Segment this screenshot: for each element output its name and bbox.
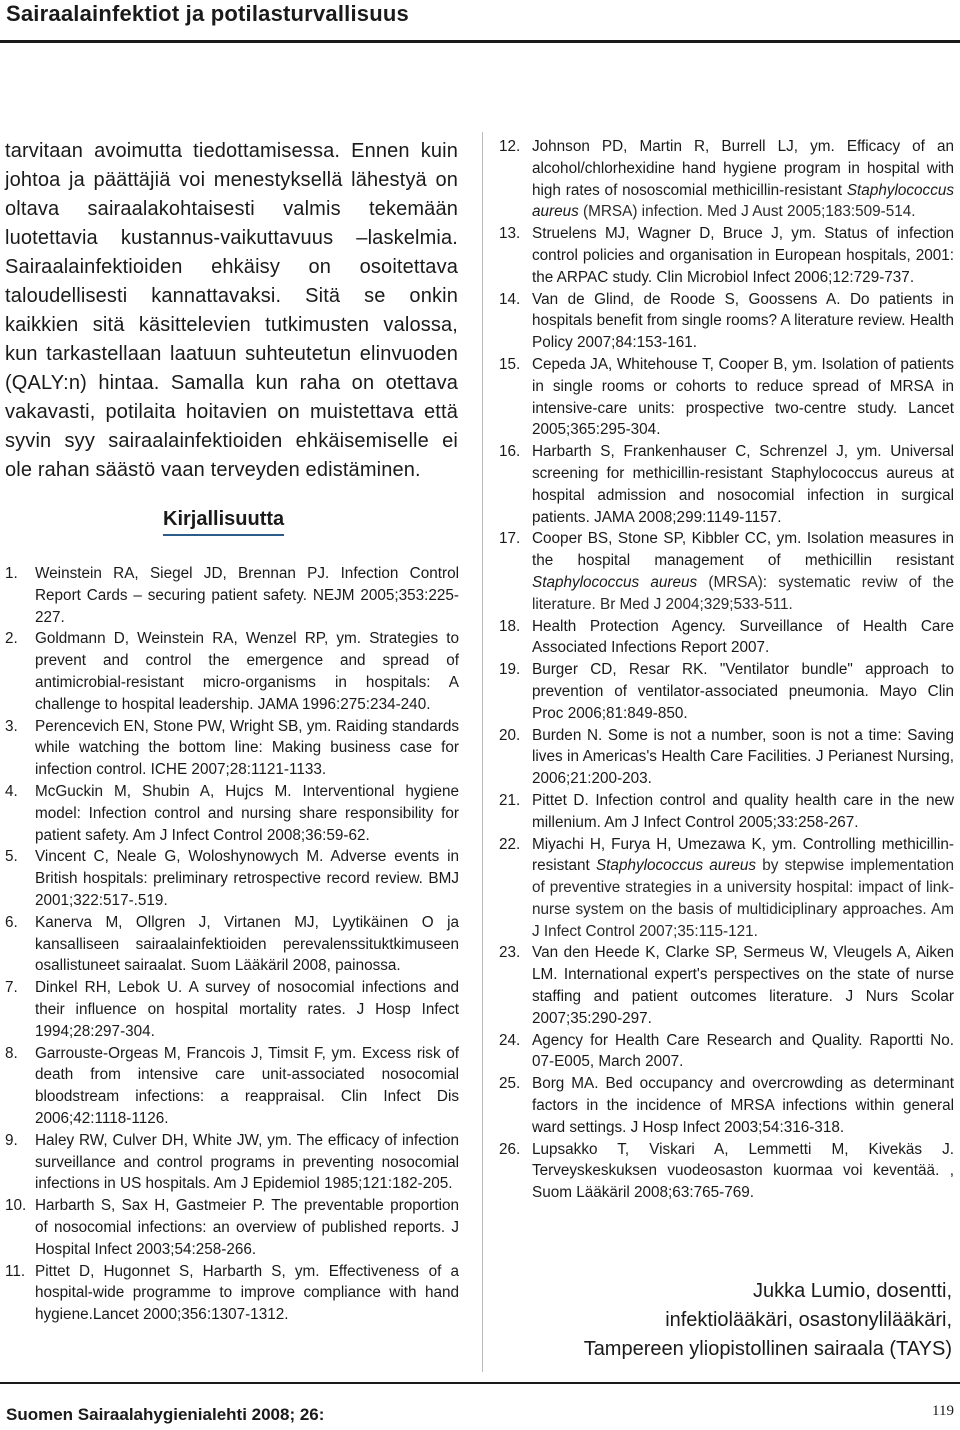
reference-number: 24. [499, 1031, 521, 1049]
reference-number: 9. [5, 1131, 18, 1149]
reference-number: 1. [5, 565, 18, 582]
reference-text [532, 443, 954, 525]
reference-item [5, 1043, 459, 1130]
reference-text [35, 1132, 459, 1193]
reference-text [532, 1075, 954, 1136]
reference-body: ja kansalliseen sairaalainfektioiden perevalenssituktkimuseen osallistuneet sairaalat. Suom Lääkäril 2008, painossa. [35, 913, 459, 975]
reference-text [532, 836, 954, 940]
reference-item [5, 846, 459, 911]
reference-body: A survey of nosocomial infections and their influence on hospital mortality rates. J Hosp Infect 1994;28:297-304. [35, 979, 459, 1040]
reference-number: 17. [499, 530, 521, 548]
reference-italic: Staphylococcus aureus [595, 857, 757, 875]
reference-number: 16. [499, 443, 521, 461]
reference-number: 11. [5, 1262, 26, 1280]
reference-body: Infection Control Report Cards – securing patient safety. NEJM 2005;353:225-227. [35, 565, 459, 626]
reference-text [532, 138, 954, 220]
reference-number: 7. [5, 979, 18, 997]
header-rule [0, 40, 960, 43]
reference-item [499, 223, 954, 288]
reference-list-left [5, 563, 459, 1326]
reference-text [532, 291, 954, 352]
reference-body: Effectiveness of a hospital-wide programme to improve compliance with hand hygiene.Lancet 2000;356:1307-1312. [35, 1262, 460, 1324]
page-number: 119 [932, 1403, 954, 1419]
reference-body: Bed occupancy and overcrowding as determinant factors in the incidence of MRSA infections within general ward settings. J Hosp Infect 2003;54:316-318. [532, 1075, 955, 1136]
reference-body: Surveillance of Health Care Associated Infections Report 2007. [532, 617, 954, 657]
reference-authors: Perencevich EN, Stone PW, Wright SB, ym. [35, 717, 332, 735]
reference-text [35, 914, 459, 975]
reference-number: 6. [5, 913, 18, 931]
reference-body: Efficacy of an alcohol/chlorhexidine hand hygiene program in hospital with high rates of nososcomial methicillin-resistant [532, 138, 954, 199]
reference-italic: Staphylococcus aureus [532, 181, 954, 221]
reference-authors: Goldmann D, Weinstein RA, Wenzel RP, ym. [35, 630, 362, 648]
reference-item [499, 441, 954, 528]
page-header-title: Sairaalainfektiot ja potilasturvallisuus [6, 1, 409, 26]
reference-body: International expert's perspectives on the state of nurse staffing and patient outcomes literature. J Nurs Scolar 2007;35:290-297. [532, 966, 954, 1027]
reference-number: 25. [499, 1075, 521, 1093]
reference-authors: Agency for Health Care Research and Quality. [532, 1031, 863, 1049]
reference-authors: Garrouste-Orgeas M, Francois J, Timsit F, ym. [35, 1044, 357, 1062]
reference-italic: Staphylococcus aureus [532, 573, 698, 591]
reference-text [35, 630, 459, 712]
reference-item [499, 1139, 954, 1204]
reference-authors: Cepeda JA, Whitehouse T, Cooper B, ym. [532, 355, 817, 373]
reference-authors: Struelens MJ, Wagner D, Bruce J, ym. [532, 225, 816, 243]
reference-item [5, 912, 459, 977]
reference-authors: Van de Glind, de Roode S, Goossens A. [532, 290, 841, 308]
reference-number: 15. [499, 355, 521, 373]
reference-body: Controlling methicillin-resistant [532, 835, 954, 875]
reference-item [499, 1073, 954, 1138]
reference-authors: Health Protection Agency. [532, 617, 726, 635]
reference-body: Terveyskeskuksen vuodeosaston kuormaa voi keventää. , Suom Lääkäril 2008;63:765-769. [532, 1162, 954, 1202]
reference-body: Excess risk of death from intensive care unit-associated nosocomial bloodstream infections: a reappraisal. Clin Infect Dis 2006;42:1118-1126. [35, 1044, 460, 1127]
reference-item [5, 1261, 459, 1326]
author-line: infektiolääkäri, osastonylilääkäri, [665, 1309, 952, 1331]
reference-number: 20. [499, 726, 521, 744]
reference-item [499, 659, 954, 724]
reference-item [499, 834, 954, 943]
reference-number: 3. [5, 717, 18, 735]
reference-body: Raiding standards while watching the bottom line: Making business case for infection control. ICHE 2007;28:1121-1133. [35, 717, 460, 779]
reference-text [35, 979, 459, 1040]
reference-text [35, 718, 459, 779]
reference-text [532, 661, 954, 722]
reference-body: Status of infection control policies and organisation in European hospitals, 2001: the ARPAC study. Clin Microbiol Infect 2006;12:729-737. [532, 225, 955, 286]
reference-item [499, 1030, 954, 1074]
reference-authors: Miyachi H, Furya H, Umezawa K, ym. [532, 835, 797, 853]
reference-authors: Cooper BS, Stone SP, Kibbler CC, ym. [532, 530, 802, 548]
reference-body: Raportti No. 07-E005, March 2007. [532, 1031, 954, 1071]
reference-body: The preventable proportion of nosocomial infections: an overview of published reports. J Hospital Infect 2003;54:258-266. [35, 1197, 459, 1258]
reference-tail: by stepwise implementation of preventive strategies in a university hospital: impact of link-nurse system on the basis of multidiciplinary approaches. Am J Infect Control 2007;35:115-121. [532, 857, 954, 940]
reference-authors: Johnson PD, Martin R, Burrell LJ, ym. [532, 138, 835, 155]
reference-item [499, 616, 954, 660]
reference-number: 14. [499, 290, 521, 308]
reference-tail: (MRSA): systematic reviw of the literature. Br Med J 2004;329;533-511. [532, 573, 954, 613]
footer-rule [0, 1382, 960, 1384]
reference-text [532, 1032, 954, 1071]
reference-authors: Burger CD, Resar RK. [532, 661, 708, 679]
reference-number: 13. [499, 225, 521, 243]
reference-body: Isolation of patients in single rooms or cohorts to reduce spread of MRSA in intensive-care units: prospective two-centre study. Lancet 2005;365:295-304. [532, 355, 954, 439]
reference-number: 22. [499, 835, 521, 853]
reference-item [499, 136, 954, 223]
reference-authors: Kanerva M, Ollgren J, Virtanen MJ, Lyytikäinen O [35, 913, 434, 931]
body-paragraph: tarvitaan avoimutta tiedottamisessa. Ennen kuin johtoa ja päättäjiä voi menestyksellä lähestyä on oltava sairaalakohtaisesti valmis tekemään luotettavia kustannus-vaikuttavuus –laskelmia. Sairaalainfektioiden ehkäisy on osoitettava taloudellisesti kannattavaksi. Sitä se onkin kaikkien sitä käsittelevien tutkimusten valossa, kun tarkastellaan laatuun suhteutetun elinvuoden (QALY:n) hintaa. Samalla kun raha on otettava vakavasti, potilaita hoitavien on muistettava että syvin syy sairaalainfektioiden ehkäisemiselle ei ole rahan säästö vaan terveyden edistäminen. [5, 140, 458, 481]
reference-body: Infection control and quality health care in the new millenium. Am J Infect Control 2005;33:258-267. [532, 791, 955, 831]
reference-item [499, 942, 954, 1029]
reference-number: 19. [499, 661, 521, 679]
journal-name: Suomen Sairaalahygienialehti 2008; 26: [6, 1405, 325, 1424]
reference-body: Interventional hygiene model: Infection control and nursing share responsibility for patient safety. Am J Infect Control 2008;36:59-62. [35, 782, 459, 844]
reference-text [35, 1263, 459, 1324]
reference-authors: Pittet D. [532, 791, 589, 809]
reference-text [35, 848, 459, 909]
reference-authors: Harbarth S, Frankenhauser C, Schrenzel J, ym. [532, 443, 882, 461]
reference-text [35, 565, 459, 626]
reference-number: 2. [5, 630, 18, 648]
reference-text [532, 618, 954, 657]
reference-authors: Weinstein RA, Siegel JD, Brennan PJ. [35, 565, 330, 582]
reference-item [499, 528, 954, 615]
reference-text [532, 1141, 954, 1202]
reference-item [5, 628, 459, 715]
reference-body: Universal screening for methicillin-resistant Staphylococcus aureus at hospital admission and nosocomial infection in surgical patients. JAMA 2008;299:1149-1157. [532, 443, 955, 526]
reference-item [499, 354, 954, 441]
reference-item [499, 725, 954, 790]
reference-number: 26. [499, 1140, 521, 1158]
author-line: Tampereen yliopistollinen sairaala (TAYS) [583, 1338, 952, 1360]
reference-body: Strategies to prevent and control the emergence and spread of antimicrobial-resistant micro-organisms in hospitals: A challenge to hospital leadership. JAMA 1996:275:234-240. [35, 630, 459, 713]
reference-number: 18. [499, 617, 521, 635]
reference-item [5, 781, 459, 846]
reference-body: The efficacy of infection surveillance and control programs in preventing nosocomial infections in US hospitals. Am J Epidemiol 1985;121:182-205. [35, 1131, 459, 1193]
reference-item [5, 716, 459, 781]
reference-text [532, 225, 954, 286]
reference-authors: McGuckin M, Shubin A, Hujcs M. [35, 782, 292, 800]
reference-number: 23. [499, 944, 521, 962]
reference-number: 8. [5, 1044, 18, 1062]
reference-text [532, 356, 954, 438]
reference-body: Isolation measures in the hospital management of methicillin resistant [532, 530, 954, 570]
reference-authors: Burden N. [532, 726, 603, 744]
reference-item [499, 289, 954, 354]
reference-authors: Dinkel RH, Lebok U. [35, 979, 183, 997]
reference-authors: Van den Heede K, Clarke SP, Sermeus W, Vleugels A, Aiken LM. [532, 944, 954, 984]
reference-text [532, 792, 954, 831]
reference-body: Adverse events in British hospitals: preliminary retrospective record review. BMJ 2001;322:517-.519. [35, 848, 460, 909]
reference-item [5, 977, 459, 1042]
reference-item [5, 563, 459, 628]
reference-list-right [499, 136, 954, 1204]
reference-text [532, 944, 954, 1026]
reference-text [35, 1045, 459, 1127]
reference-tail: (MRSA) infection. Med J Aust 2005;183:509-514. [583, 203, 916, 221]
reference-number: 21. [499, 791, 521, 809]
reference-number: 12. [499, 138, 521, 155]
reference-text [35, 1197, 459, 1258]
reference-number: 4. [5, 782, 18, 800]
reference-authors: Pittet D, Hugonnet S, Harbarth S, ym. [35, 1262, 320, 1280]
reference-item [5, 1130, 459, 1195]
reference-authors: Borg MA. [532, 1075, 599, 1093]
reference-authors: Haley RW, Culver DH, White JW, ym. [35, 1131, 292, 1149]
reference-text [532, 530, 954, 612]
reference-number: 10. [5, 1197, 27, 1215]
author-line: Jukka Lumio, dosentti, [753, 1280, 952, 1302]
author-signature [512, 1277, 952, 1364]
reference-number: 5. [5, 848, 18, 866]
reference-authors: Lupsakko T, Viskari A, Lemmetti M, Kivekäs J. [532, 1140, 954, 1158]
section-heading-references: Kirjallisuutta [163, 508, 284, 536]
reference-body: Some is not a number, soon is not a time: Saving lives in Americas's Health Care Facilities. J Perianest Nursing, 2006;21:200-203. [532, 726, 955, 788]
reference-authors: Harbarth S, Sax H, Gastmeier P. [35, 1197, 266, 1215]
reference-text [532, 727, 954, 788]
reference-item [5, 1195, 459, 1260]
column-divider [482, 132, 483, 1372]
reference-body: Do patients in hospitals benefit from single rooms? A literature review. Health Policy 2007;84:153-161. [532, 290, 955, 352]
reference-text [35, 783, 459, 844]
reference-item [499, 790, 954, 834]
reference-body: "Ventilator bundle" approach to prevention of ventilator-associated pneumonia. Mayo Clin Proc 2006;81:849-850. [532, 661, 955, 722]
reference-authors: Vincent C, Neale G, Woloshynowych M. [35, 848, 324, 866]
